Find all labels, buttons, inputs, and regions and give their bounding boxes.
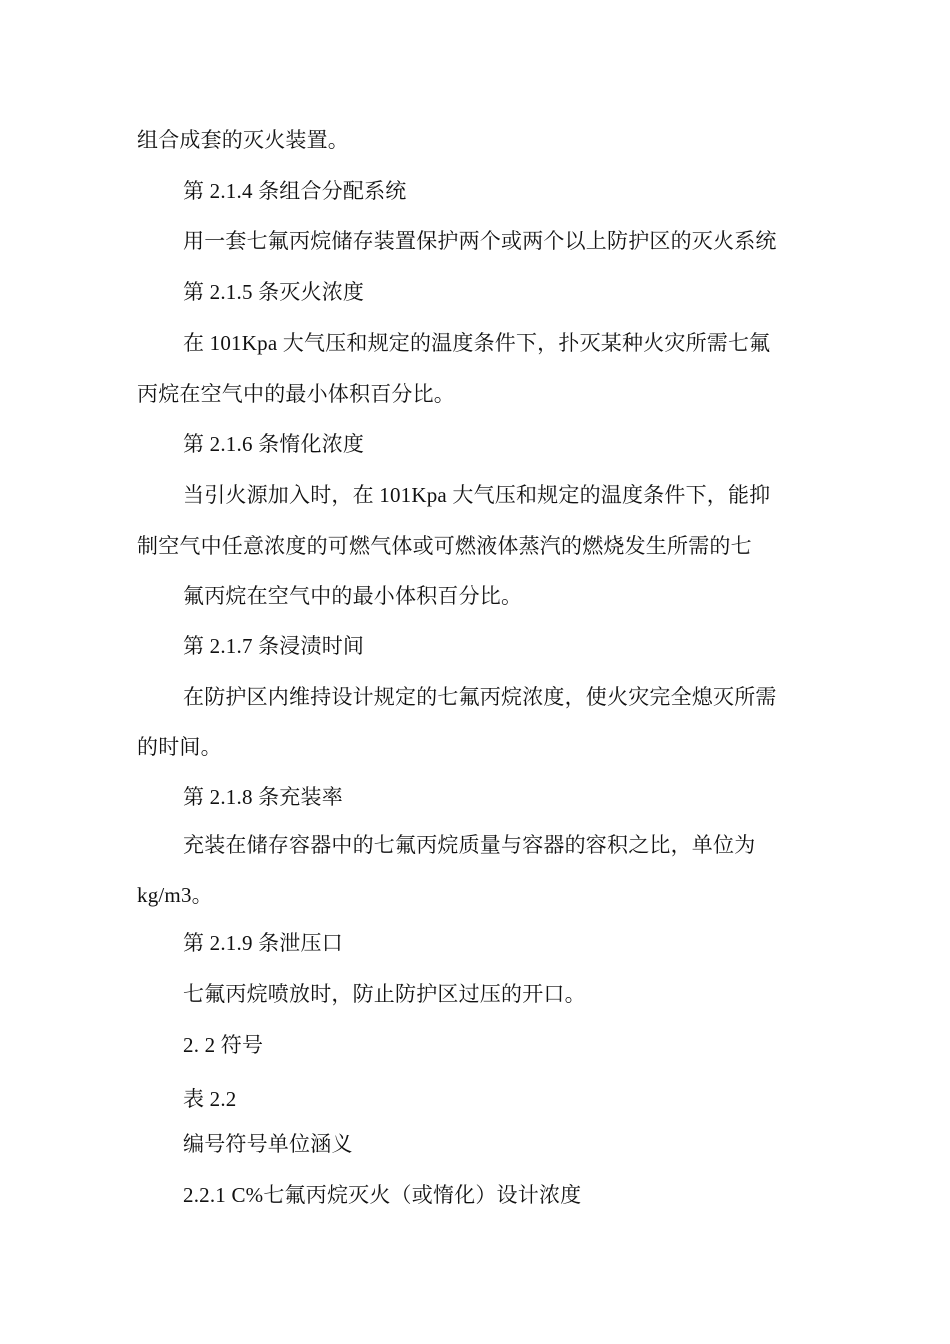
table-header-row: 编号符号单位涵义 [183, 1132, 353, 1156]
clause-body-line: 用一套七氟丙烷储存装置保护两个或两个以上防护区的灭火系统 [183, 229, 777, 253]
clause-body-line: 的时间。 [137, 735, 222, 759]
clause-body-line: 丙烷在空气中的最小体积百分比。 [137, 382, 455, 406]
clause-body-line: 在防护区内维持设计规定的七氟丙烷浓度，使火灾完全熄灭所需 [183, 685, 777, 709]
clause-heading-2-1-4: 第 2.1.4 条组合分配系统 [183, 179, 407, 203]
clause-heading-2-1-6: 第 2.1.6 条惰化浓度 [183, 432, 365, 456]
section-heading-2-2: 2. 2 符号 [183, 1033, 264, 1057]
clause-body-line: 制空气中任意浓度的可燃气体或可燃液体蒸汽的燃烧发生所需的七 [137, 534, 752, 558]
clause-body-line: 氟丙烷在空气中的最小体积百分比。 [183, 584, 523, 608]
clause-heading-2-1-7: 第 2.1.7 条浸渍时间 [183, 634, 365, 658]
clause-body-line: 当引火源加入时，在 101Kpa 大气压和规定的温度条件下，能抑 [183, 483, 771, 507]
clause-body-line: 充装在储存容器中的七氟丙烷质量与容器的容积之比，单位为 [183, 833, 756, 857]
table-caption: 表 2.2 [183, 1087, 237, 1111]
clause-body-line: kg/m3。 [137, 883, 213, 907]
table-row: 2.2.1 C%七氟丙烷灭火（或惰化）设计浓度 [183, 1183, 582, 1207]
clause-heading-2-1-9: 第 2.1.9 条泄压口 [183, 931, 343, 955]
clause-heading-2-1-8: 第 2.1.8 条充装率 [183, 785, 343, 809]
clause-heading-2-1-5: 第 2.1.5 条灭火浓度 [183, 280, 365, 304]
clause-body-line: 七氟丙烷喷放时，防止防护区过压的开口。 [183, 982, 586, 1006]
paragraph-continuation: 组合成套的灭火装置。 [137, 128, 349, 152]
clause-body-line: 在 101Kpa 大气压和规定的温度条件下，扑灭某种火灾所需七氟 [183, 331, 771, 355]
